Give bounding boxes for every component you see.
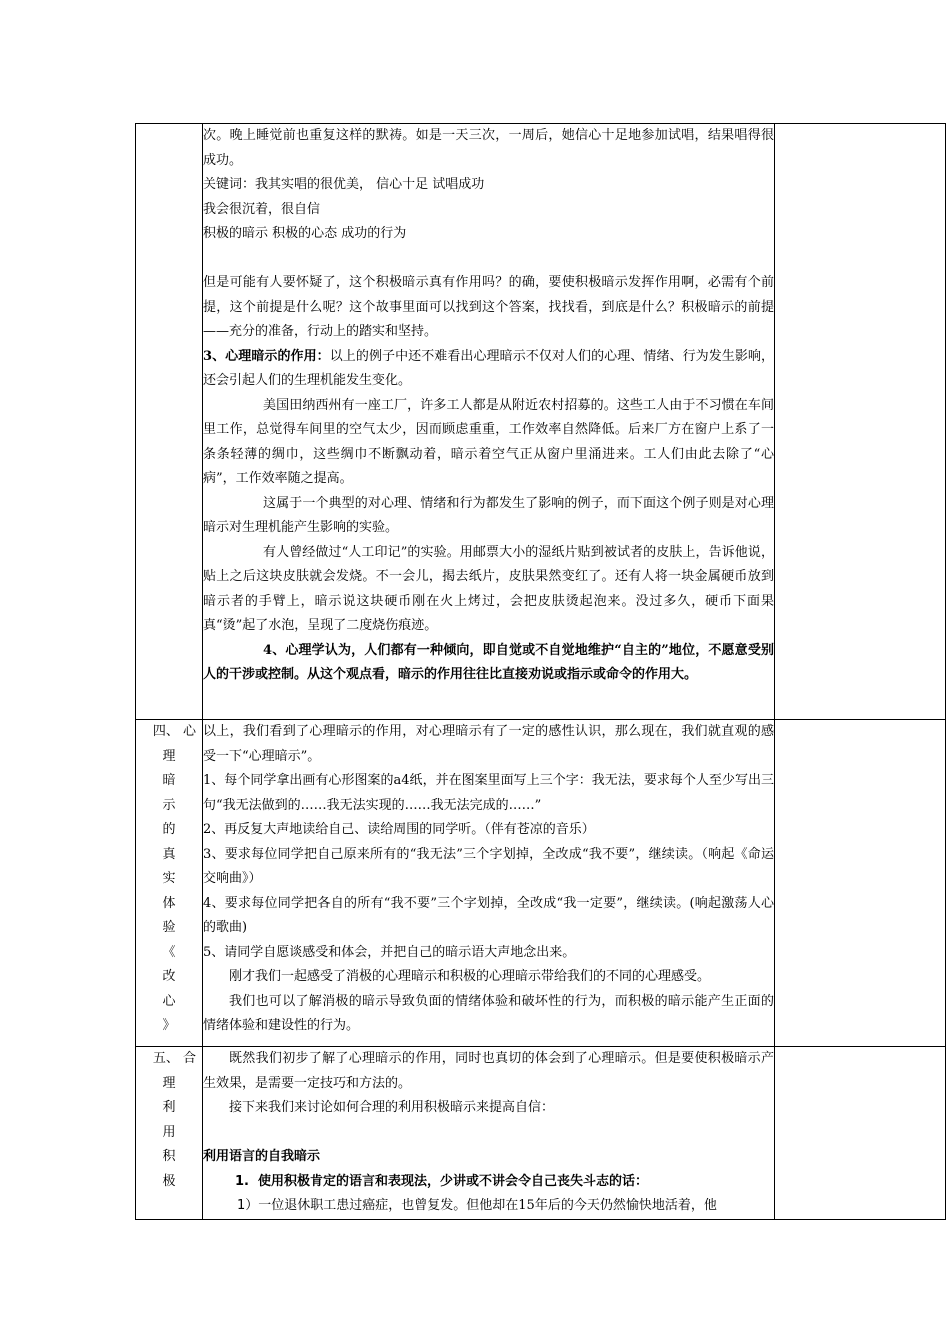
content-cell bbox=[203, 124, 775, 720]
label-char: 理 bbox=[162, 1075, 176, 1091]
label-char: 暗 bbox=[162, 773, 176, 788]
summary-paragraph: 刚才我们一起感受了消极的心理暗示和积极的心理暗示带给我们的不同的心理感受。 bbox=[229, 969, 711, 984]
effect-text: 以上的例子中还不难看出心理暗示不仅对人们的心理、情绪、行为发生影响，还会引起人们的生理机能发生变化。 bbox=[203, 348, 774, 388]
label-char: 示 bbox=[162, 797, 176, 813]
label-char: 积 bbox=[162, 1149, 176, 1164]
section-five-label-first: 五、 合 bbox=[152, 1051, 196, 1066]
point-one bbox=[203, 1170, 774, 1195]
point-one-text: 使用积极肯定的语言和表现法，少讲或不讲会令自己丧失斗志的话： bbox=[258, 1173, 649, 1189]
text-line: 我会很沉着，很自信 bbox=[203, 201, 321, 217]
section-five-heading: 利用语言的自我暗示 bbox=[203, 1149, 321, 1164]
step-item: 2、再反复大声地读给自己、读给周围的同学听。（伴有苍凉的音乐） bbox=[203, 822, 595, 837]
step-item: 4、要求每位同学把各自的所有“我不要”三个字划掉，全改成“我一定要”，继续读。(响起激荡人心的歌曲) bbox=[203, 895, 774, 935]
blank-line bbox=[203, 247, 774, 272]
label-char: 极 bbox=[162, 1173, 176, 1189]
section-five-content bbox=[203, 1047, 775, 1220]
label-char: 实 bbox=[162, 871, 176, 886]
label-char: 》 bbox=[162, 1018, 176, 1033]
section-five-label bbox=[136, 1047, 203, 1220]
notes-cell bbox=[775, 720, 946, 1047]
factory-paragraph: 美国田纳西州有一座工厂，许多工人都是从附近农村招募的。这些工人由于不习惯在车间里工作，总觉得车间里的空气太少，因而顾虑重重，工作效率自然降低。后来厂方在窗户上系了一条条轻薄的绸巾，这些绸巾不断飘动着，暗示着空气正从窗户里涌进来。工人们由此去除了“心病”，工作效率随之提高。 bbox=[203, 397, 774, 486]
label-char: 用 bbox=[162, 1124, 176, 1140]
text-line: 积极的暗示 积极的心态 成功的行为 bbox=[203, 226, 407, 241]
lesson-plan-table bbox=[135, 123, 946, 1220]
section-four-label-first: 四、 心 bbox=[152, 724, 196, 739]
blank-line bbox=[203, 1121, 774, 1146]
stamp-experiment-paragraph: 有人曾经做过“人工印记”的实验。用邮票大小的湿纸片贴到被试者的皮肤上，告诉他说，贴上之后这块皮肤就会发烧。不一会儿，揭去纸片，皮肤果然变红了。还有人将一块金属硬币放到暗示者的手臂上，暗示说这块硬币刚在火上烤过，会把皮肤烫起泡来。没过多久，硬币下面果真“烫”起了水泡，呈现了二度烧伤痕迹。 bbox=[203, 544, 774, 633]
typical-example-paragraph: 这属于一个典型的对心理、情绪和行为都发生了影响的例子，而下面这个例子则是对心理暗示对生理机能产生影响的实验。 bbox=[203, 495, 774, 535]
section-four-content bbox=[203, 720, 775, 1047]
label-char: 验 bbox=[162, 920, 176, 935]
label-char: 体 bbox=[162, 895, 176, 911]
example-one bbox=[203, 1194, 774, 1219]
psychology-point-paragraph: 4、心理学认为，人们都有一种倾向，即自觉或不自觉地维护“自主的”地位，不愿意受别人的干涉或控制。从这个观点看，暗示的作用往往比直接劝说或指示或命令的作用大。 bbox=[203, 642, 774, 682]
example-one-number: 1 bbox=[237, 1198, 246, 1213]
label-char: 的 bbox=[162, 822, 176, 837]
text-line: 次。晚上睡觉前也重复这样的默祷。如是一天三次，一周后，她信心十足地参加试唱，结果唱得很成功。 bbox=[203, 128, 774, 168]
summary-paragraph: 我们也可以了解消极的暗示导致负面的情绪体验和破坏性的行为，而积极的暗示能产生正面的情绪体验和建设性的行为。 bbox=[203, 993, 774, 1033]
step-item: 1、每个同学拿出画有心形图案的a4纸，并在图案里面写上三个字：我无法，要求每个人至少写出三句“我无法做到的……我无法实现的……我无法完成的……” bbox=[203, 773, 774, 813]
point-one-number: 1. bbox=[235, 1173, 249, 1189]
effect-paragraph bbox=[203, 345, 774, 394]
step-item: 3、要求每位同学把自己原来所有的“我无法”三个字划掉，全改成“我不要”，继续读。（响起《命运交响曲》） bbox=[203, 846, 774, 886]
text-line: 但是可能有人要怀疑了，这个积极暗示真有作用吗？的确，要使积极暗示发挥作用啊，必需有个前提，这个前提是什么呢？这个故事里面可以找到这个答案，找找看，到底是什么？积极暗示的前提——充分的准备，行动上的踏实和坚持。 bbox=[203, 275, 774, 339]
label-char: 改 bbox=[162, 969, 176, 984]
table-row-section-five bbox=[136, 1047, 946, 1220]
notes-cell bbox=[775, 1047, 946, 1220]
text-line: 关键词：我其实唱的很优美， 信心十足 试唱成功 bbox=[203, 177, 485, 192]
label-char: 《 bbox=[162, 944, 176, 960]
label-char: 利 bbox=[162, 1100, 176, 1115]
example-one-text: ）一位退休职工患过癌症，也曾复发。但他却在15年后的今天仍然愉快地活着，他 bbox=[245, 1198, 717, 1213]
table-row-section-four bbox=[136, 720, 946, 1047]
section-four-intro: 以上，我们看到了心理暗示的作用，对心理暗示有了一定的感性认识，那么现在，我们就直观的感受一下“心理暗示”。 bbox=[203, 724, 774, 764]
label-char: 真 bbox=[162, 846, 176, 862]
label-char: 理 bbox=[162, 748, 176, 764]
effect-heading: 3、心理暗示的作用： bbox=[203, 348, 330, 364]
step-item: 5、请同学自愿谈感受和体会，并把自己的暗示语大声地念出来。 bbox=[203, 944, 576, 960]
notes-cell bbox=[775, 124, 946, 720]
label-char: 心 bbox=[162, 993, 176, 1009]
section-five-paragraph: 既然我们初步了解了心理暗示的作用，同时也真切的体会到了心理暗示。但是要使积极暗示产生效果，是需要一定技巧和方法的。 bbox=[203, 1051, 774, 1091]
section-five-paragraph: 接下来我们来讨论如何合理的利用积极暗示来提高自信： bbox=[229, 1100, 555, 1115]
table-row-continuation bbox=[136, 124, 946, 720]
section-four-label bbox=[136, 720, 203, 1047]
section-label-cell bbox=[136, 124, 203, 720]
